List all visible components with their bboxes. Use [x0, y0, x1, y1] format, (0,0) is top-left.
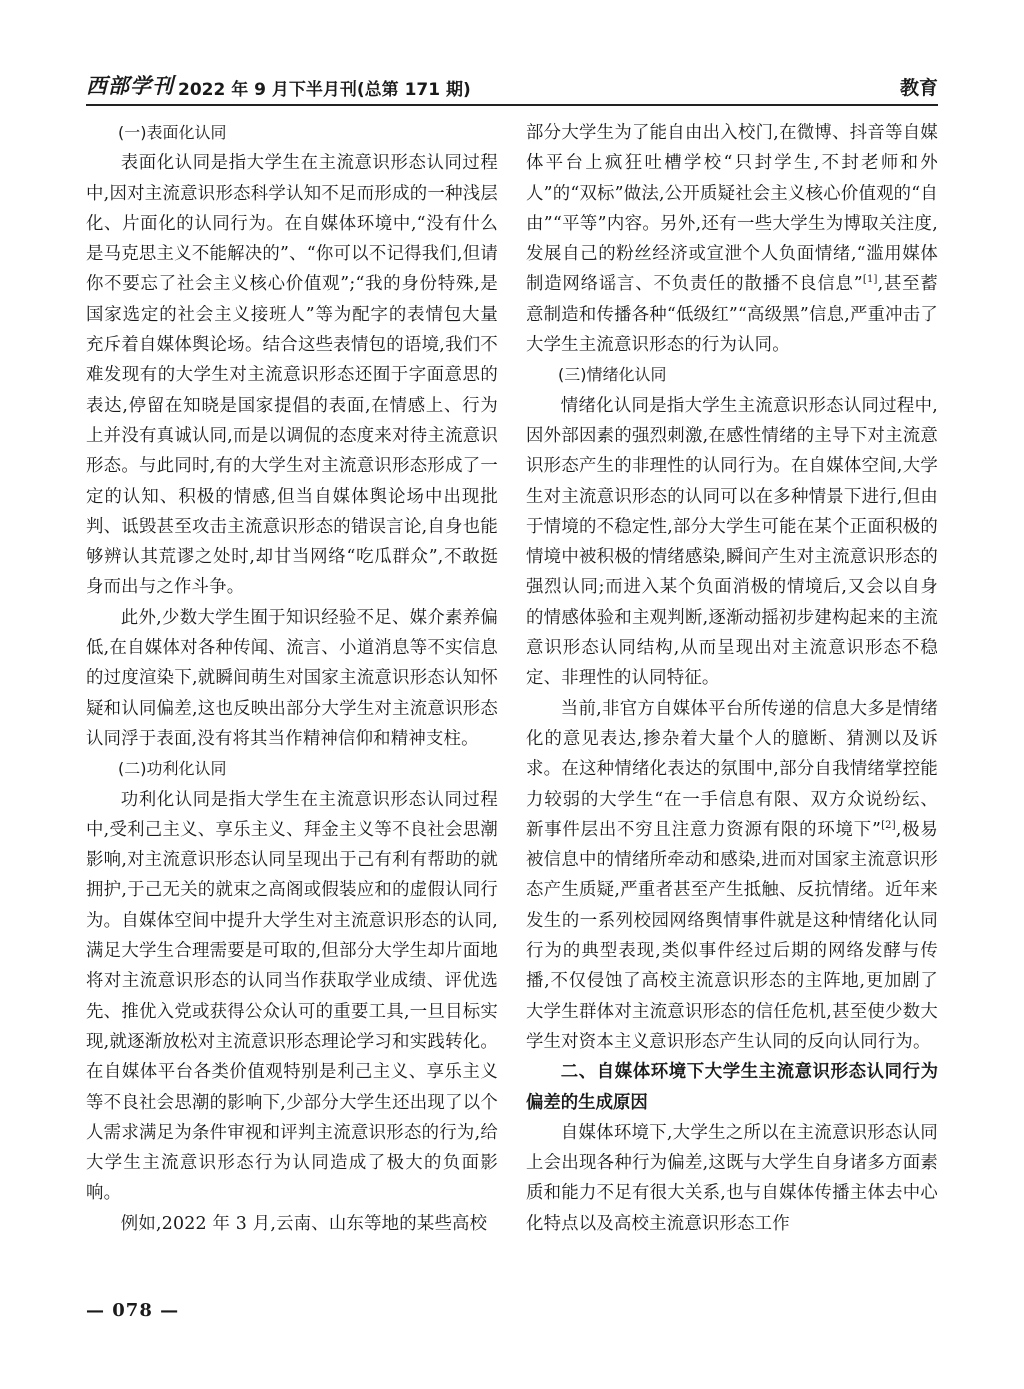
issue-line: 2022 年 9 月下半月刊(总第 171 期): [178, 80, 471, 100]
text-run: ,甚至蓄意制造和传播各种“低级红”“高级黑”信息,严重冲击了大学生主流意识形态的行为认同。: [526, 274, 938, 356]
citation-ref: [1]: [862, 274, 878, 286]
paragraph: 功利化认同是指大学生在主流意识形态认同过程中,受利己主义、享乐主义、拜金主义等不良社会思潮影响,对主流意识形态认同呈现出于己有利有帮助的就拥护,于己无关的就束之高阁或假装应和的虚假认同行为。自媒体空间中提升大学生对主流意识形态的认同,满足大学生合理需要是可取的,但部分大学生却片面地将对主流意识形态的认同当作获取学业成绩、评优选先、推优入党或获得公众认可的重要工具,一旦目标实现,就逐渐放松对主流意识形态理论学习和实践转化。在自媒体平台各类价值观特别是利己主义、享乐主义等不良社会思潮的影响下,少部分大学生还出现了以个人需求满足为条件审视和评判主流意识形态的行为,给大学生主流意识形态行为认同造成了极大的负面影响。: [86, 789, 498, 1204]
article-body: [86, 118, 938, 1318]
paragraph: 此外,少数大学生囿于知识经验不足、媒介素养偏低,在自媒体对各种传闻、流言、小道消息等不实信息的过度渲染下,就瞬间萌生对国家主流意识形态认知怀疑和认同偏差,这也反映出部分大学生对主流意识形态认同浮于表面,没有将其当作精神信仰和精神支柱。: [86, 607, 498, 749]
section-tag: 教育: [899, 77, 938, 99]
paragraph: 情绪化认同是指大学生主流意识形态认同过程中,因外部因素的强烈刺激,在感性情绪的主导下对主流意识形态产生的非理性的认同行为。在自媒体空间,大学生对主流意识形态的认同可以在多种情景下进行,但由于情境的不稳定性,部分大学生可能在某个正面积极的情境中被积极的情绪感染,瞬间产生对主流意识形态的强烈认同;而进入某个负面消极的情境后,又会以自身的情感体验和主观判断,逐渐动摇初步建构起来的主流意识形态认同结构,从而呈现出对主流意识形态不稳定、非理性的认同特征。: [526, 395, 938, 689]
paragraph: 例如,2022 年 3 月,云南、山东等地的某些高校: [120, 1213, 488, 1234]
left-column: [86, 118, 498, 1318]
section-heading: 二、自媒体环境下大学生主流意识形态认同行为偏差的生成原因: [526, 1062, 938, 1113]
journal-logo: 西部学刊: [86, 73, 174, 98]
page-header: [86, 68, 938, 106]
page-number: — 078 —: [86, 1300, 180, 1321]
text-run: 部分大学生为了能自由出入校门,在微博、抖音等自媒体平台上疯狂吐槽学校“只封学生,不封老师和外人”的“双标”做法,公开质疑社会主义核心价值观的“自由”“平等”内容。另外,还有一些大学生为博取关注度,发展自己的粉丝经济或宣泄个人负面情绪,“滥用媒体制造网络谣言、不负责任的散播不良信息”: [526, 123, 938, 295]
text-run: 当前,非官方自媒体平台所传递的信息大多是情绪化的意见表达,掺杂着大量个人的臆断、猜测以及诉求。在这种情绪化表达的氛围中,部分自我情绪掌控能力较弱的大学生“在一手信息有限、双方众说纷纭、新事件层出不穷且注意力资源有限的环境下”: [526, 698, 938, 840]
subheading-utilitarian: (二)功利化认同: [118, 759, 227, 779]
subheading-emotional: (三)情绪化认同: [558, 365, 667, 385]
text-run: ,极易被信息中的情绪所牵动和感染,进而对国家主流意识形态产生质疑,严重者甚至产生抵触、反抗情绪。近年来发生的一系列校园网络舆情事件就是这种情绪化认同行为的典型表现,类似事件经过后期的网络发酵与传播,不仅侵蚀了高校主流意识形态的主阵地,更加剧了大学生群体对主流意识形态的信任危机,甚至使少数大学生对资本主义意识形态产生认同的反向认同行为。: [526, 819, 938, 1052]
citation-ref: [2]: [881, 820, 896, 832]
paragraph: 表面化认同是指大学生在主流意识形态认同过程中,因对主流意识形态科学认知不足而形成的一种浅层化、片面化的认同行为。在自媒体环境中,“没有什么是马克思主义不能解决的”、“你可以不记得我们,但请你不要忘了社会主义核心价值观”;“我的身份特殊,是国家选定的社会主义接班人”等为配字的表情包大量充斥着自媒体舆论场。结合这些表情包的语境,我们不难发现有的大学生对主流意识形态还囿于字面意思的表达,停留在知晓是国家提倡的表面,在情感上、行为上并没有真诚认同,而是以调侃的态度来对待主流意识形态。与此同时,有的大学生对主流意识形态形成了一定的认知、积极的情感,但当自媒体舆论场中出现批判、诋毁甚至攻击主流意识形态的错误言论,自身也能够辨认其荒谬之处时,却甘当网络“吃瓜群众”,不敢挺身而出与之作斗争。: [86, 153, 498, 598]
paragraph: [526, 694, 938, 1058]
header-left: [86, 70, 471, 100]
subheading-surface: (一)表面化认同: [118, 123, 227, 142]
right-column: [526, 118, 938, 1318]
paragraph-continued: [526, 118, 938, 360]
paragraph: 自媒体环境下,大学生之所以在主流意识形态认同上会出现各种行为偏差,这既与大学生自身诸多方面素质和能力不足有很大关系,也与自媒体传播主体去中心化特点以及高校主流意识形态工作: [526, 1122, 938, 1234]
